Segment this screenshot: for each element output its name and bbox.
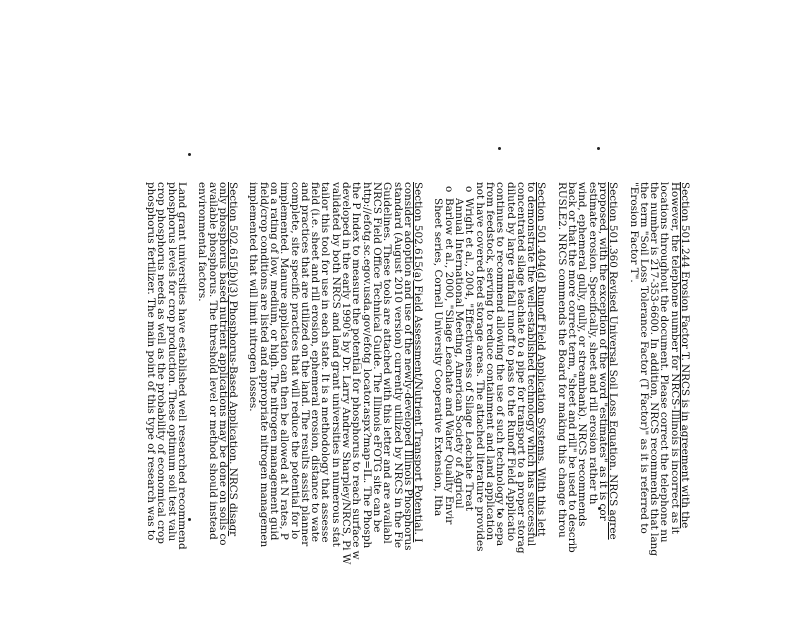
paragraph-land-grant (146, 182, 187, 622)
text-line: implemented that will limit nitrogen losses. (247, 182, 260, 412)
text-line: available phosphorus. The threshold level or method should instead (206, 182, 219, 540)
document-text (136, 182, 690, 622)
bullet-mark (498, 147, 501, 150)
text-line: only phosphorus based nutrient applications may be done on soils co (216, 182, 229, 546)
text-line: "Erosion Factor T". (627, 182, 640, 283)
bullet-o: o (442, 186, 455, 193)
text-line: However, the telephone number for NRCS-Illinois is incorrect as it (668, 182, 681, 534)
text-line: on a rating of low, medium, or high. The nitrogen management guid (268, 182, 281, 541)
reference-item (433, 182, 443, 622)
text-line: continues to recommend allowing the use of such technology to sepa (494, 182, 507, 547)
reference-item (454, 182, 464, 622)
text-line: Section 502.615(a) Field Assessment/Nutrient Transport Potential. I (412, 182, 425, 543)
text-line: consider adoption and use of the newly-developed Illinois Phosphorus (401, 182, 414, 551)
text-line: the P Index to measure the potential for phosphorus to reach surface w (350, 182, 363, 560)
text-line: Section 501.404(d) Runoff Field Application Systems. With this lett (535, 182, 548, 537)
text-line: not have covered feed storage areas. The attached literature provides (473, 182, 486, 552)
text-line: Section 501.244 Erosion Factor T. NRCS is in agreement with the (679, 182, 691, 529)
text-line: RUSLE2. NRCS commends the Board for making this change throu (555, 182, 568, 538)
text-line: complete, site specific practices that will reduce the potential for lo (288, 182, 301, 540)
text-line: tailor this tool for use in each state. It is a methodology that assesse (319, 182, 332, 543)
paragraph-runoff-field (433, 182, 546, 622)
reference-item (443, 182, 453, 622)
text-line: concentrated silage leachate to a pipe for transport to a proper storag (514, 182, 527, 554)
text-line: wind, ephemeral gully, gully, or streambank). NRCS recommends (576, 182, 589, 527)
bullet-o: o (463, 186, 476, 193)
paragraph-rusle (556, 182, 618, 622)
text-line: developed in the early 1990's by Dr. Larry Andrew Sharpley/NRCS, Pi W (340, 182, 353, 565)
text-line: locations throughout the document. Please correct the telephone nu (658, 182, 671, 543)
text-line: phosphorus fertilizer. The main point of this type of research was to (145, 182, 158, 541)
text-line: to demonstrate the well-established technology which has successful (525, 182, 538, 547)
bullet-mark (188, 153, 191, 156)
paragraph-field-assessment (248, 182, 423, 622)
bullet-mark (597, 147, 600, 150)
text-line: the number is 217-353-6600. In addition, NRCS recommends that lang (648, 182, 661, 557)
text-line: proposed, with the exception of the word "estimates" as it is cor (596, 182, 609, 521)
text-line: NRCS Field Office Technical Guide. The Illinois eFOTG site can be (370, 182, 383, 533)
text-line: back or that the more correct term, "sheet and rill" be used to describ (566, 182, 579, 553)
text-line: from feedstock, serving to reduce containment and land application (483, 182, 496, 541)
reference-text: Annual International Meeting, American Society of Agricul (453, 198, 466, 509)
text-line: Section 501.360 Revised Universal Soil Loss Equation. NRCS agree (607, 182, 620, 540)
text-line: the term "Soil Loss Tolerance Factor (T Factor)" as it is referred to (637, 182, 650, 534)
text-line: validated by both NRCS and land grant universities in numerous stat (329, 182, 342, 547)
text-line: field (i.e. sheet and rill erosion, ephemeral erosion, distance to wate (309, 182, 322, 543)
reference-text: Wright et al., 2004, "Effectiveness of Silage Leachate Treat (463, 198, 476, 511)
paragraph-phosphorus-application (197, 182, 238, 622)
text-line: field/crop conditions are listed and appropriate nitrogen managemen (257, 182, 270, 548)
reference-item (464, 182, 474, 622)
text-line: crop phosphorus needs as well as the probability of economical crop (155, 182, 168, 544)
text-line: diluted by large rainfall runoff to pass to the Runoff Field Applicatio (504, 182, 517, 542)
text-line: Section 502.615(b)(3) Phosphorus-Based Application. NRCS disagr (227, 182, 240, 537)
text-line: implemented. Manure application can then be allowed at N rates, P (278, 182, 291, 540)
reference-text: Sheet series, Cornell University Cooperative Extension, Itha (432, 198, 445, 517)
text-line: and practices that are utilized on the land. The results assist planner (298, 182, 311, 547)
text-line: estimate erosion. Specifically, sheet and rill erosion rather th (586, 182, 599, 505)
text-line: standard (August 2010 version) currently utilized by NRCS in the Fie (391, 182, 404, 549)
reference-text: Barlow et al., 2000, "Silage Leachate and Water Quality Envir (442, 198, 455, 525)
text-line: phosphorus levels for crop production. These optimum soil test valu (165, 182, 178, 542)
paragraph-erosion-factor (628, 182, 690, 622)
text-line: environmental factors. (196, 182, 209, 302)
text-line: Guidelines. These tools are attached with this letter and are availabl (381, 182, 394, 544)
text-line: http://efotg.sc.egov.usda.gov/efotg_locator.aspx?map=IL. The Phosph (360, 182, 373, 549)
text-line: Land grant universities have established well researched recommend (175, 182, 188, 550)
